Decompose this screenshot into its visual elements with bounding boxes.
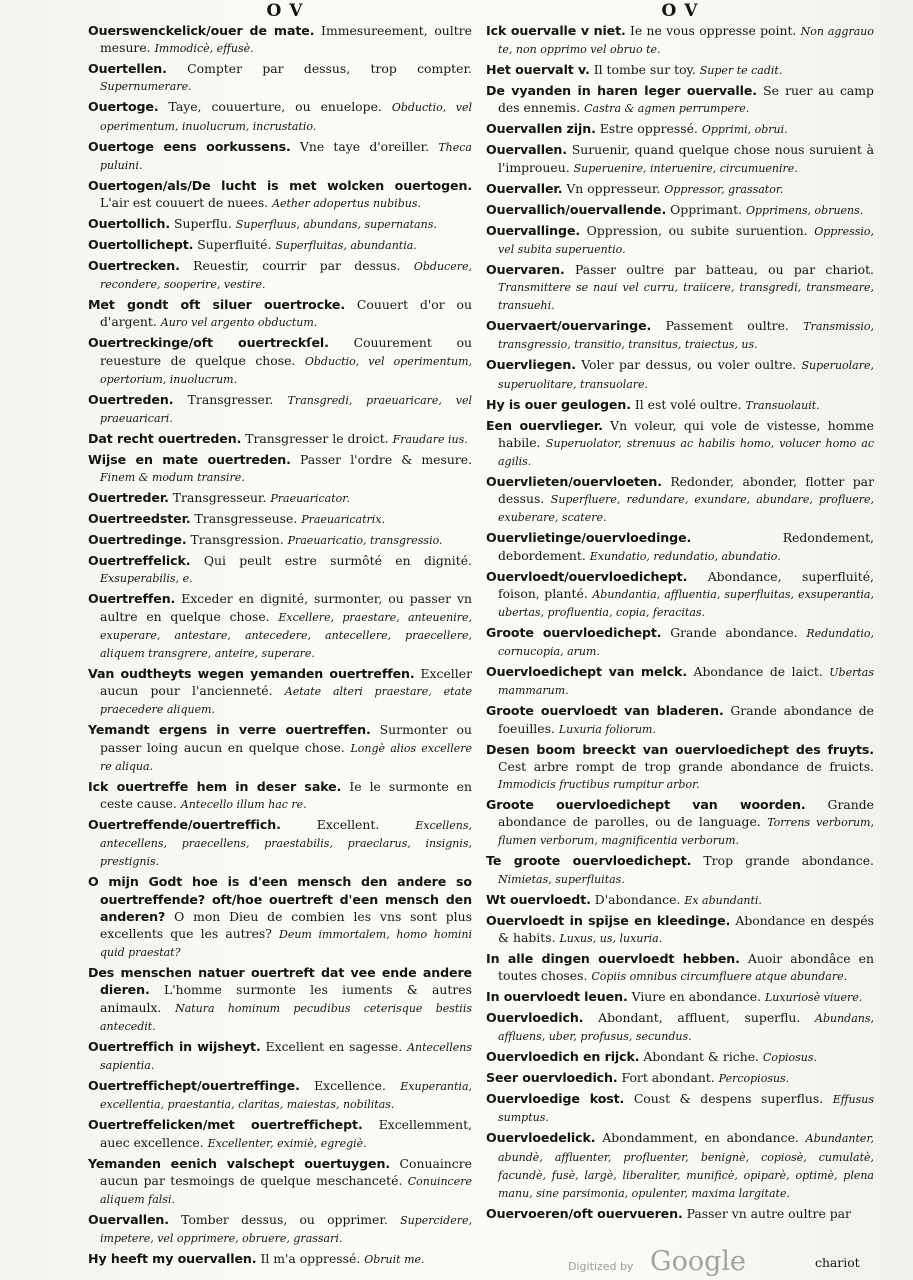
entry-french: Auoir abondâce en toutes choses. — [498, 950, 874, 984]
dictionary-entry — [486, 1009, 874, 1045]
entry-french: Abondance de laict. — [687, 664, 830, 680]
dictionary-entry — [88, 430, 472, 448]
entry-latin: Effusus sumptus. — [498, 1093, 874, 1125]
entry-french: Opprimant. — [666, 201, 746, 217]
entry-french: Couurement ou reuesture de quelque chose. — [100, 335, 473, 368]
entry-french: Conuaincre aucun par tesmoings de quelque meschanceté. — [100, 1155, 472, 1188]
entry-latin: Excellens, antecellens, praecellens, praestabilis, praeclarus, insignis, prestignis. — [100, 819, 472, 869]
entry-headword: Ouervloedichept van melck. — [486, 664, 688, 680]
dictionary-entry — [88, 964, 472, 1035]
entry-latin: Supernumerare. — [100, 80, 192, 94]
entry-latin: Castra & agmen perrumpere. — [584, 102, 750, 116]
entry-headword: Ouervloedelick. — [486, 1130, 596, 1146]
entry-latin: Redundatio, cornucopia, arum. — [498, 627, 874, 659]
running-head-left: O V — [266, 1, 304, 21]
dictionary-entry — [88, 816, 472, 871]
entry-latin: Non aggrauo te, non opprimo vel obruo te. — [498, 25, 874, 57]
entry-headword: Hy is ouer geulogen. — [486, 396, 631, 412]
entry-latin: Exsuperabilis, e. — [100, 572, 193, 586]
entry-latin: Abundans, affluens, uber, profusus, secundus. — [498, 1012, 874, 1044]
dictionary-entry — [88, 721, 472, 775]
entry-latin: Superuenire, interuenire, circumuenire. — [573, 161, 798, 175]
entry-latin: Immodicè, effusè. — [154, 42, 254, 56]
dictionary-entry — [486, 702, 874, 737]
entry-headword: Ouerswenckelick/ouer de mate. — [88, 23, 315, 38]
dictionary-entry — [486, 891, 874, 909]
entry-headword: Ouertoge eens oorkussens. — [88, 138, 291, 154]
running-head-right: O V — [661, 1, 699, 21]
entry-french: Exceder en dignité, surmonter, ou passer vn aultre en quelque chose. — [100, 591, 472, 624]
entry-latin: Obducere, recondere, sooperire, vestire. — [100, 260, 472, 292]
entry-headword: Ouervliegen. — [486, 357, 576, 373]
entry-french: Transgresser. — [173, 391, 288, 407]
entry-french: Suruenir, quand quelque chose nous suruient à l'improueu. — [498, 142, 874, 175]
dictionary-entry — [486, 741, 874, 794]
entry-headword: Te groote ouervloedichept. — [486, 853, 692, 869]
entry-french: Compter par dessus, trop compter. — [166, 61, 472, 77]
entry-french: Immesureement, oultre mesure. — [100, 23, 472, 56]
entry-latin: Opprimi, obrui. — [701, 123, 788, 137]
entry-french: Abondance, superfluité, foison, planté. — [498, 568, 874, 601]
entry-latin: Ex abundanti. — [684, 893, 762, 907]
entry-french: Abondance en despés & habits. — [498, 912, 874, 945]
entry-headword: Ouertredinge. — [88, 532, 187, 548]
entry-french: Trop grande abondance. — [691, 853, 874, 869]
entry-french: Passement oultre. — [651, 318, 804, 334]
entry-headword: Ouervallinge. — [486, 222, 581, 238]
dictionary-entry — [486, 1090, 874, 1126]
entry-latin: Praeuaricator. — [270, 492, 350, 506]
entry-headword: Des menschen natuer ouertreft dat vee ende andere dieren. — [88, 965, 472, 998]
entry-french: Reuestir, courrir par dessus. — [179, 258, 414, 274]
entry-french: Ie ne vous oppresse point. — [625, 23, 801, 38]
entry-french: Vn voleur, qui vole de vistesse, homme habile. — [498, 417, 874, 450]
entry-latin: Ubertas mammarum. — [498, 666, 874, 698]
digitized-label: Digitized by — [568, 1260, 634, 1273]
entry-headword: Ouertollich. — [88, 216, 171, 232]
entry-headword: Ouervallen zijn. — [486, 121, 596, 137]
entry-headword: Ouervloedich en rijck. — [486, 1049, 640, 1065]
dictionary-entry — [486, 663, 874, 699]
dictionary-entry — [88, 590, 472, 662]
right-column — [486, 22, 874, 1226]
entry-latin: Nimietas, superfluitas. — [498, 872, 625, 886]
dictionary-entry — [486, 180, 874, 198]
entry-headword: Hy heeft my ouervallen. — [88, 1251, 257, 1267]
entry-headword: Ouervaren. — [486, 261, 565, 277]
dictionary-entry — [88, 489, 472, 507]
entry-french: D'abondance. — [590, 891, 685, 907]
entry-french: Excellemment, auec excellence. — [100, 1117, 472, 1150]
entry-latin: Obductio, vel operimentum, inuolucrum, incrustatio. — [100, 101, 472, 133]
entry-latin: Antecello illum hac re. — [180, 798, 307, 812]
entry-latin: Super te cadit. — [699, 64, 783, 78]
entry-latin: Percopiosus. — [718, 1072, 790, 1086]
dictionary-entry — [88, 138, 472, 174]
dictionary-entry — [486, 1205, 874, 1223]
dictionary-entry — [486, 261, 874, 315]
entry-headword: Ouervoeren/oft ouervueren. — [486, 1206, 683, 1222]
entry-french: Excellent en sagesse. — [260, 1038, 408, 1054]
entry-latin: Luxuria foliorum. — [558, 722, 656, 736]
entry-french: Grande abondance de parolles, ou de language. — [498, 797, 874, 830]
entry-latin: Luxus, us, luxuria. — [559, 931, 663, 945]
entry-french: Grande abondance de foeuilles. — [498, 703, 874, 736]
entry-headword: Ouervallich/ouervallende. — [486, 201, 667, 217]
dictionary-entry — [486, 396, 874, 414]
entry-latin: Longè alios excellere re aliqua. — [100, 741, 473, 773]
dictionary-entry — [486, 317, 874, 353]
dictionary-entry — [486, 624, 874, 660]
entry-latin: Opprimens, obruens. — [746, 203, 864, 217]
catchword: chariot — [815, 1255, 860, 1270]
entry-latin: Copiis omnibus circumfluere atque abundare. — [591, 970, 848, 984]
entry-latin: Aether adopertus nubibus. — [272, 197, 421, 211]
entry-headword: Ouervloedich. — [486, 1010, 584, 1026]
entry-headword: Groote ouervloedichept van woorden. — [486, 797, 806, 813]
dictionary-entry — [486, 417, 874, 471]
entry-french: Vn oppresseur. — [562, 180, 665, 196]
dictionary-entry — [88, 451, 472, 486]
entry-french: Qui peult estre surmôté en dignité. — [190, 553, 472, 569]
google-logo: Google — [650, 1246, 746, 1277]
dictionary-entry — [88, 60, 472, 95]
dictionary-entry — [486, 120, 874, 138]
entry-headword: Ouertreffende/ouertreffich. — [88, 817, 281, 833]
entry-latin: Transmissio, transgressio, transitio, transitus, traiectus, us. — [498, 320, 874, 352]
entry-latin: Superuolator, strenuus ac habilis homo, volucer homo ac agilis. — [498, 436, 875, 469]
entry-latin: Praeuaricatrix. — [301, 513, 386, 527]
dictionary-entry — [486, 796, 874, 850]
dictionary-entry — [88, 22, 472, 57]
entry-headword: Wijse en mate ouertreden. — [88, 452, 291, 468]
entry-french: Grande abondance. — [661, 625, 807, 641]
entry-latin: Exundatio, redundatio, abundatio. — [589, 549, 781, 563]
entry-french: Il est volé oultre. — [630, 396, 746, 412]
dictionary-entry — [88, 257, 472, 293]
entry-headword: Ouertoge. — [88, 99, 159, 115]
entry-french: Transgresser le droict. — [241, 431, 393, 447]
dictionary-entry — [486, 1048, 874, 1066]
dictionary-entry — [88, 1155, 472, 1209]
entry-latin: Superfluitas, abundantia. — [275, 239, 417, 253]
dictionary-entry — [88, 552, 472, 587]
entry-latin: Superuolare, superuolitare, transuolare. — [498, 359, 874, 391]
entry-latin: Abundantia, affluentia, superfluitas, exsuperantia, ubertas, profluentia, copia, feracitas. — [498, 587, 874, 620]
entry-headword: Ouertollichept. — [88, 237, 194, 253]
dictionary-entry — [88, 215, 472, 233]
entry-latin: Transuolauit. — [745, 398, 820, 412]
dictionary-entry — [486, 141, 874, 176]
entry-headword: Seer ouervloedich. — [486, 1070, 618, 1086]
entry-headword: Yemanden eenich valschept ouertuygen. — [88, 1155, 391, 1171]
dictionary-entry — [486, 1069, 874, 1087]
digitized-watermark — [568, 1246, 868, 1276]
entry-latin: Aetate alteri praestare, etate praecedere aliquem. — [100, 685, 472, 717]
entry-french: Se ruer au camp des ennemis. — [498, 83, 874, 116]
entry-latin: Finem & modum transire. — [100, 471, 245, 485]
entry-latin: Supercidere, impetere, vel opprimere, obruere, grassari. — [100, 1213, 472, 1246]
entry-latin: Torrens verborum, flumen verborum, magnificentia verborum. — [498, 816, 874, 848]
entry-latin: Theca puluini. — [100, 140, 472, 172]
dictionary-entry — [88, 334, 472, 388]
entry-french: L'air est couuert de nuees. — [100, 195, 273, 211]
entry-french: Oppression, ou subite suruention. — [580, 222, 815, 238]
dictionary-entry — [88, 296, 472, 331]
entry-headword: Dat recht ouertreden. — [88, 431, 242, 447]
dictionary-entry — [486, 529, 874, 564]
entry-headword: Ouertreden. — [88, 391, 174, 407]
entry-headword: Van oudtheyts wegen yemanden ouertreffen. — [88, 666, 415, 682]
entry-headword: Ouervlietinge/ouervloedinge. — [486, 530, 692, 546]
entry-headword: Ouervaller. — [486, 180, 563, 196]
entry-latin: Excellere, praestare, anteuenire, exuperare, antestare, antecedere, antecellere, praecellere, aliquem transgrere, anteire, superare. — [100, 610, 472, 661]
entry-french: Voler par dessus, ou voler oultre. — [575, 357, 802, 373]
dictionary-entry — [88, 177, 472, 212]
dictionary-entry — [486, 356, 874, 392]
entry-headword: In ouervloedt leuen. — [486, 989, 628, 1005]
entry-headword: Een ouervlieger. — [486, 417, 603, 433]
entry-headword: Ouervallen. — [88, 1211, 169, 1227]
entry-headword: Ouertreffich in wijsheyt. — [88, 1038, 261, 1054]
entry-latin: Fraudare ius. — [392, 433, 468, 447]
entry-headword: Het ouervalt v. — [486, 62, 590, 78]
entry-headword: Yemandt ergens in verre ouertreffen. — [88, 722, 371, 738]
dictionary-entry — [486, 201, 874, 219]
dictionary-entry — [486, 950, 874, 985]
entry-french: Tomber dessus, ou opprimer. — [168, 1211, 401, 1227]
entry-french: Passer oultre par batteau, ou par chariot. — [564, 261, 874, 277]
dictionary-entry — [88, 1211, 472, 1247]
entry-latin: Abundanter, abundè, affluenter, profluenter, benignè, copiosè, cumulatè, facundè, fusè, largè, liberaliter, munificè, opiparè, optimè, plena manu, sine parsimonia, opulenter, maxima largitate. — [498, 1132, 874, 1201]
entry-latin: Exuperantia, excellentia, praestantia, claritas, maiestas, nobilitas. — [100, 1080, 472, 1112]
dictionary-entry — [486, 222, 874, 258]
entry-latin: Transgredi, praeuaricare, vel praeuaricari. — [100, 393, 472, 426]
entry-latin: Obductio, vel operimentum, opertorium, inuolucrum. — [100, 354, 472, 386]
dictionary-entry — [88, 1077, 472, 1113]
entry-french: Passer vn autre oultre par — [682, 1206, 851, 1222]
entry-french: Estre oppressé. — [595, 121, 702, 137]
dictionary-entry — [486, 61, 874, 79]
dictionary-entry — [88, 1038, 472, 1074]
entry-latin: Antecellens sapientia. — [100, 1040, 472, 1073]
entry-headword: Ouertreckinge/oft ouertreckſel. — [88, 335, 329, 351]
entry-headword: Ouertreffichept/ouertreffinge. — [88, 1078, 300, 1094]
entry-headword: Met gondt oft siluer ouertrocke. — [88, 297, 346, 313]
entry-latin: Oppressor, grassator. — [664, 182, 784, 196]
entry-headword: Groote ouervloedt van bladeren. — [486, 703, 724, 719]
entry-french: Redonder, abonder, flotter par dessus. — [498, 474, 874, 507]
entry-latin: Superfluus, abundans, supernatans. — [235, 218, 437, 232]
entry-french: Excellence. — [299, 1078, 401, 1094]
entry-french: Passer l'ordre & mesure. — [290, 452, 472, 468]
entry-french: L'homme surmonte les iuments & autres animaulx. — [100, 982, 472, 1015]
entry-french: Taye, couuerture, ou enuelope. — [158, 99, 392, 115]
entry-headword: Ick ouertreffe hem in deser sake. — [88, 778, 342, 794]
dictionary-entry — [88, 873, 472, 961]
entry-french: Abondant & riche. — [639, 1049, 763, 1065]
dictionary-entry — [486, 912, 874, 947]
entry-french: Fort abondant. — [617, 1070, 719, 1086]
entry-latin: Luxuriosè viuere. — [764, 991, 863, 1005]
dictionary-entry — [88, 1250, 472, 1268]
entry-headword: Ouertellen. — [88, 61, 167, 77]
dictionary-entry — [88, 531, 472, 549]
entry-latin: Transmittere se naui vel curru, traiicere, transgredi, transmeare, transuehi. — [498, 281, 874, 313]
entry-headword: Ouertreder. — [88, 490, 169, 506]
entry-latin: Oppressio, vel subita superuentio. — [498, 224, 874, 256]
dictionary-entry — [88, 1116, 472, 1151]
entry-headword: De vyanden in haren leger ouervalle. — [486, 83, 757, 99]
entry-french: Superflu. — [170, 216, 236, 232]
entry-latin: Natura hominum pecudibus ceterisque bestiis antecedit. — [100, 1001, 472, 1033]
entry-french: Transgresseur. — [168, 490, 271, 506]
entry-headword: Ouertreedster. — [88, 511, 191, 527]
entry-french: O mon Dieu de combien les vns sont plus excellents que les autres? — [100, 908, 472, 942]
entry-headword: Ouervallen. — [486, 142, 567, 158]
entry-french: Redondement, debordement. — [498, 530, 874, 563]
entry-french: Il tombe sur toy. — [589, 62, 700, 78]
entry-french: Abondant, affluent, superflu. — [583, 1010, 816, 1026]
entry-french: Abondamment, en abondance. — [595, 1130, 806, 1146]
entry-latin: Conuincere aliquem falsi. — [100, 1174, 472, 1206]
entry-headword: Ouervloedige kost. — [486, 1091, 625, 1107]
entry-latin: Obruit me. — [364, 1253, 425, 1267]
entry-latin: Deum immortalem, homo homini quid praestat? — [100, 928, 472, 960]
dictionary-entry — [486, 82, 874, 117]
entry-headword: Ouervloedt in spijse en kleedinge. — [486, 912, 731, 928]
entry-french: Superfluité. — [193, 237, 276, 253]
entry-french: Il m'a oppressé. — [256, 1251, 365, 1267]
entry-latin: Immodicis fructibus rumpitur arbor. — [498, 778, 700, 792]
entry-headword: Ick ouervalle v niet. — [486, 23, 626, 38]
entry-headword: Ouertreffelick. — [88, 553, 191, 569]
dictionary-entry — [486, 852, 874, 887]
entry-headword: Ouertreffelicken/met ouertreffichept. — [88, 1117, 363, 1133]
entry-headword: Ouervlieten/ouervloeten. — [486, 474, 662, 490]
left-column — [88, 22, 472, 1271]
dictionary-entry — [486, 1129, 874, 1202]
entry-french: Transgresseuse. — [190, 511, 302, 527]
entry-latin: Auro vel argento obductum. — [160, 316, 318, 330]
dictionary-entry — [486, 568, 874, 622]
entry-french: Transgression. — [186, 532, 288, 548]
entry-french: Viure en abondance. — [627, 989, 765, 1005]
entry-headword: Wt ouervloedt. — [486, 891, 591, 907]
dictionary-entry — [486, 988, 874, 1006]
entry-headword: Ouervloedt/ouervloedichept. — [486, 568, 688, 584]
entry-french: Couuert d'or ou d'argent. — [100, 297, 472, 330]
entry-headword: In alle dingen ouervloedt hebben. — [486, 950, 740, 966]
dictionary-entry — [88, 236, 472, 254]
entry-headword: Ouertrecken. — [88, 258, 180, 274]
entry-headword: Ouertogen/als/De lucht is met wolcken ouertogen. — [88, 177, 472, 193]
entry-french: Coust & despens superflus. — [624, 1091, 833, 1107]
dictionary-entry — [88, 510, 472, 528]
entry-latin: Excellenter, eximiè, egregiè. — [207, 1136, 367, 1150]
entry-headword: Ouertreffen. — [88, 591, 176, 607]
entry-latin: Superfluere, redundare, exundare, abundare, profluere, exuberare, scatere. — [498, 493, 875, 525]
dictionary-entry — [486, 473, 874, 527]
entry-french: Ie le surmonte en ceste cause. — [100, 778, 472, 812]
entry-headword: Groote ouervloedichept. — [486, 625, 662, 641]
dictionary-entry — [486, 22, 874, 58]
entry-french: Cest arbre rompt de trop grande abondance de fruicts. — [498, 758, 874, 774]
entry-headword: O mijn Godt hoe is d'een mensch den andere so ouertreffende? oft/hoe ouertreft d'een mensch den anderen? — [88, 874, 472, 924]
dictionary-entry — [88, 665, 472, 719]
entry-french: Surmonter ou passer loing aucun en quelque chose. — [100, 722, 472, 755]
entry-french: Excellent. — [280, 817, 416, 833]
entry-latin: Copiosus. — [762, 1051, 818, 1065]
entry-french: Vne taye d'oreiller. — [290, 138, 439, 154]
entry-french: Exceller aucun pour l'ancienneté. — [100, 666, 472, 699]
dictionary-entry — [88, 778, 472, 813]
entry-headword: Desen boom breeckt van ouervloedichept des fruyts. — [486, 741, 874, 757]
dictionary-entry — [88, 391, 472, 427]
entry-latin: Praeuaricatio, transgressio. — [287, 534, 443, 548]
dictionary-entry — [88, 98, 472, 134]
entry-headword: Ouervaert/ouervaringe. — [486, 318, 652, 334]
